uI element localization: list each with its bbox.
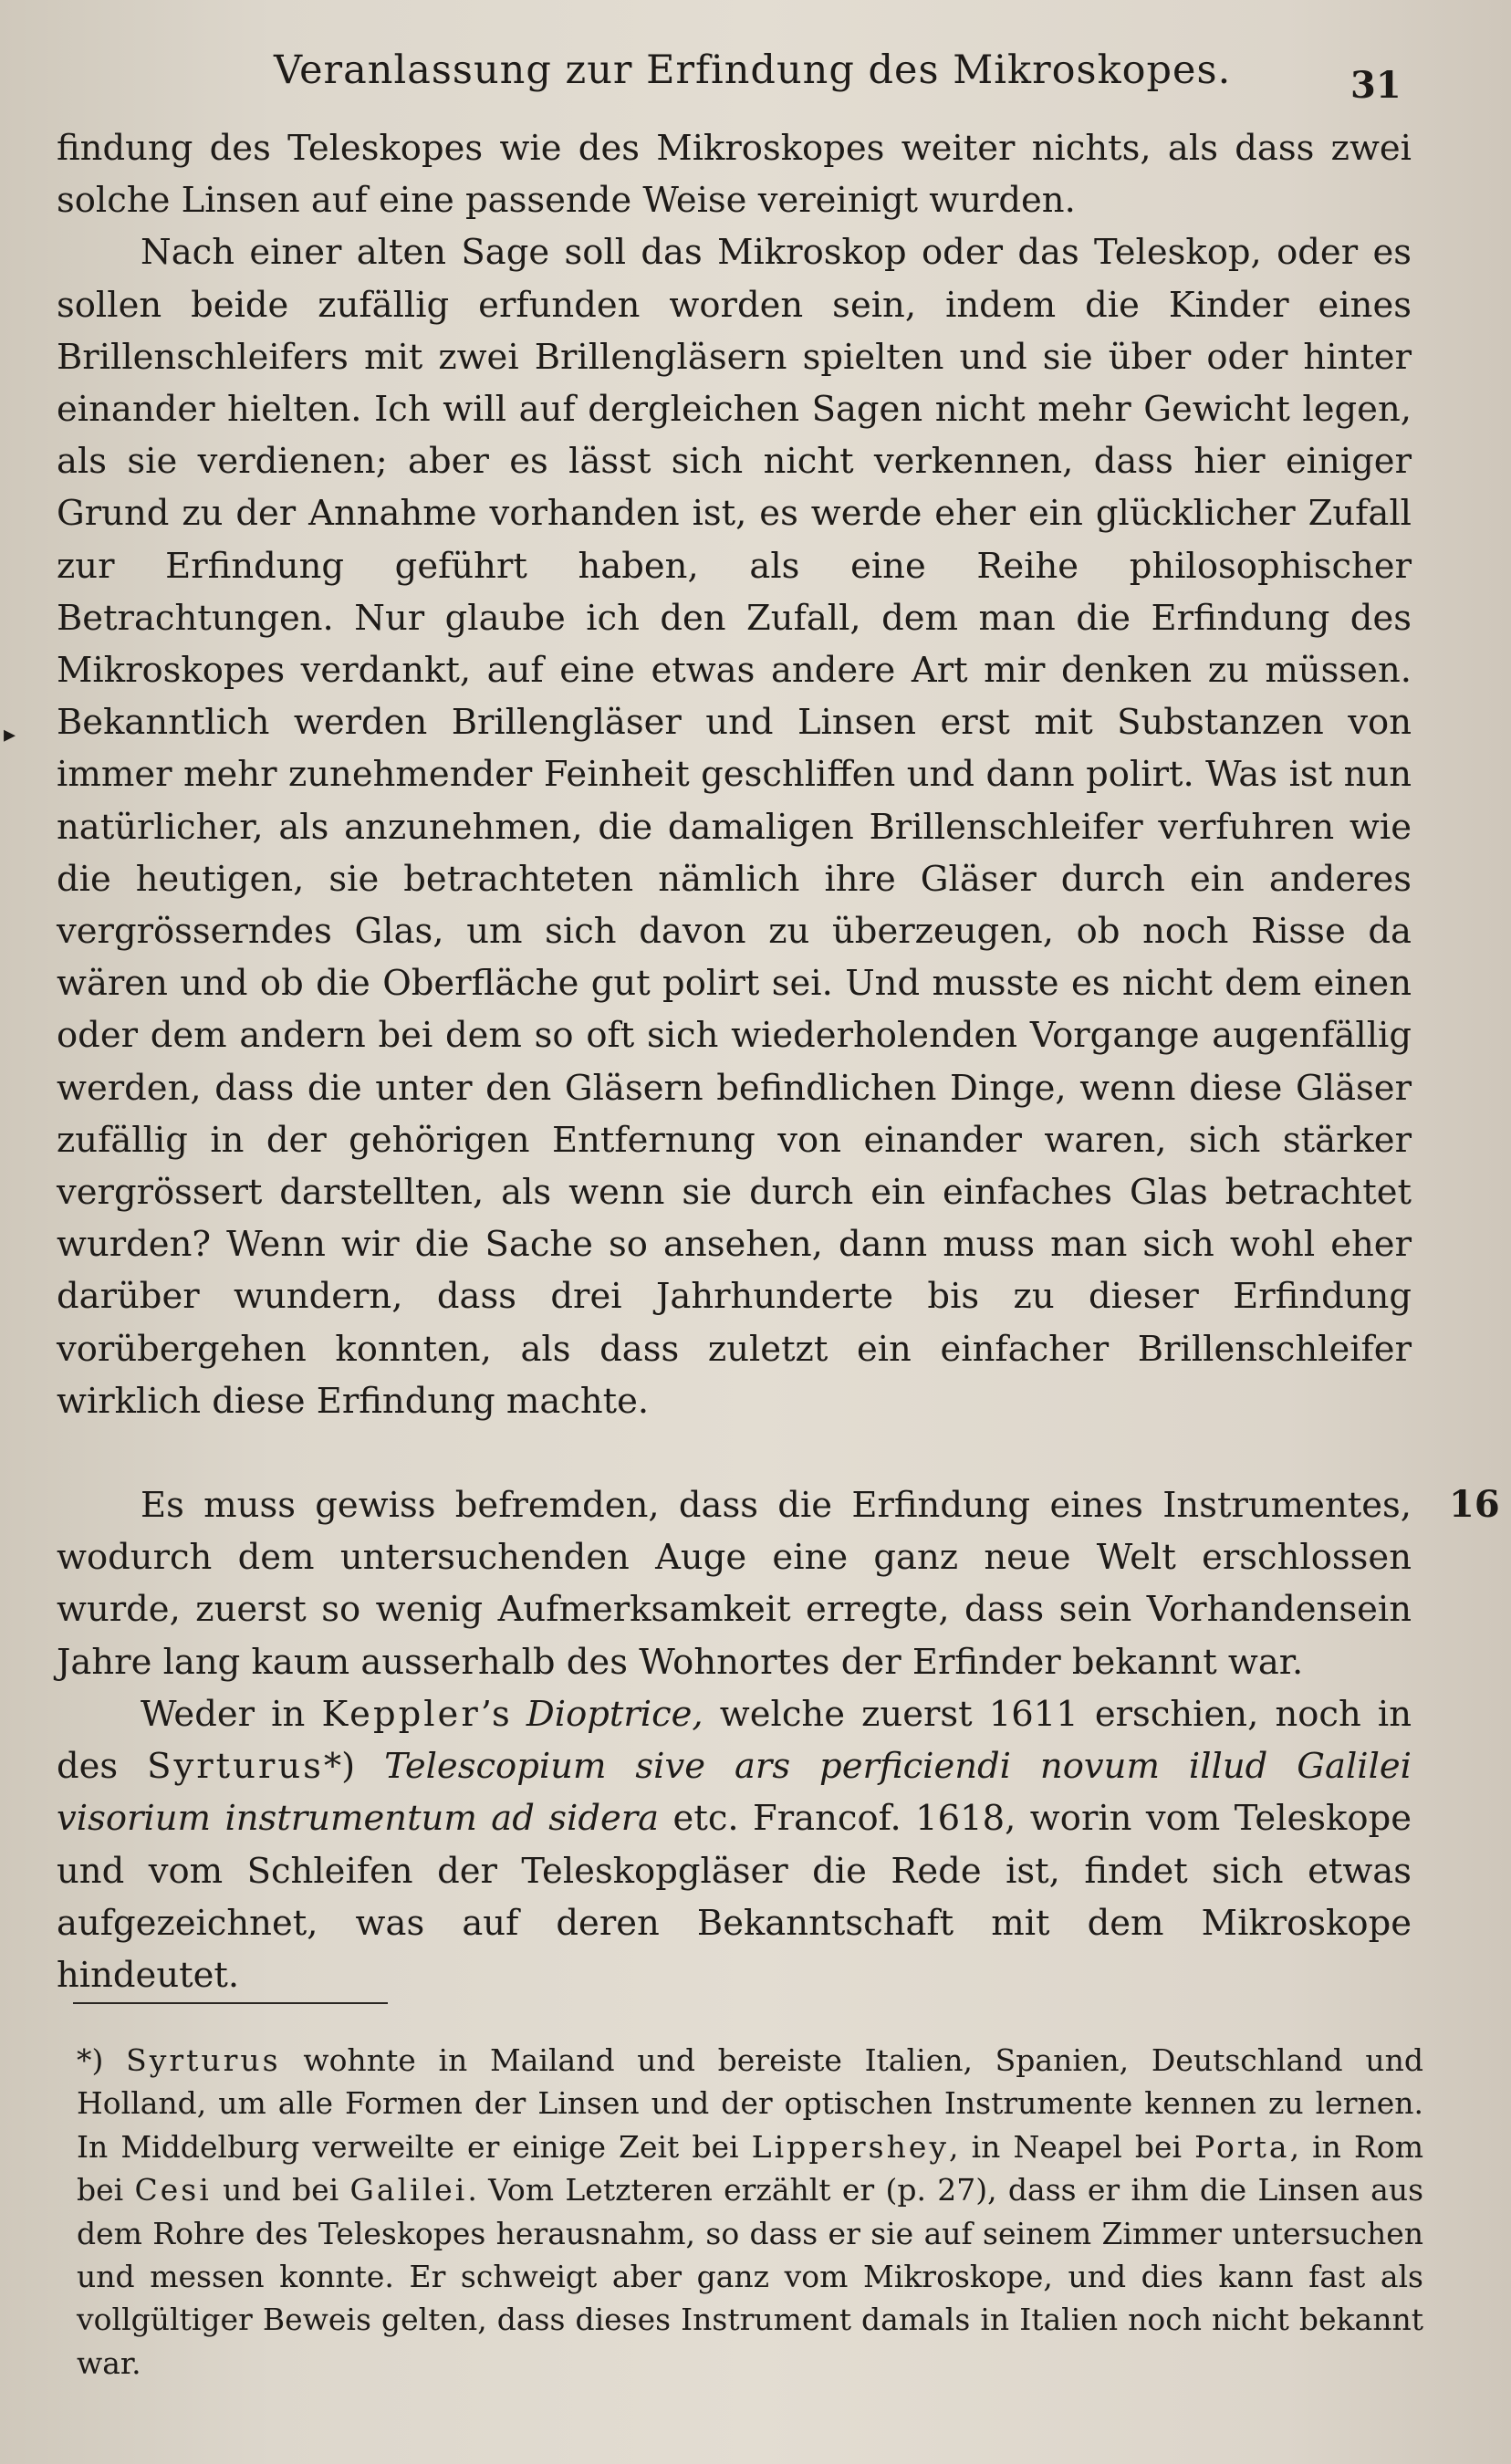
author-name-syrturus: Syrturus xyxy=(147,1746,324,1788)
person-name: Porta xyxy=(1194,2128,1290,2165)
author-name-keppler: Keppler xyxy=(321,1693,481,1735)
text-run: wohnte in Mailand und bereiste Italien, Spanien, Deutschland und Holland, um alle Formen der Linsen und der optischen Instrumente kennen zu lernen. In Middelburg verweilte er einige Zeit bei xyxy=(77,2042,1423,2165)
person-name: Galilei xyxy=(349,2172,468,2208)
text-run: und bei xyxy=(211,2172,350,2208)
text-run: , in Rom bei xyxy=(77,2128,1423,2208)
text-run: welche zuerst 1611 erschien, noch in des xyxy=(57,1693,1412,1788)
person-name: Cesi xyxy=(134,2172,212,2208)
person-name: Lippershey xyxy=(751,2128,950,2165)
paragraph-3: Es muss gewiss befremden, dass die Erfindung eines Instrumentes, wodurch dem untersuchenden Auge eine ganz neue Welt erschlossen wurde, zuerst so wenig Aufmerksamkeit erregte, dass sein Vorhandensein Jahre lang kaum ausserhalb des Wohnortes der Erfinder bekannt war. xyxy=(57,1485,1412,1683)
margin-mark-icon: ▸ xyxy=(4,721,16,748)
text-run: . Vom Letzteren erzählt er (p. 27), dass er ihm die Linsen aus dem Rohre des Teleskopes herausnahm, so dass er sie auf seinem Zimmer untersuchen und messen konnte. Er schweigt aber ganz vom Mikroskope, und dies kann fast als vollgültiger Beweis gelten, dass dieses Instrument damals in Italien noch nicht bekannt war. xyxy=(77,2172,1424,2381)
book-title-telescopium: Telescopium sive ars perficiendi novum illud Galilei visorium instrumentum ad sidera xyxy=(57,1746,1412,1840)
margin-section-number: 16 xyxy=(1449,1483,1500,1526)
person-name: Syrturus xyxy=(126,2042,281,2078)
text-run: Weder in xyxy=(141,1693,322,1735)
footnote xyxy=(77,2039,1423,2385)
footnote-paragraph xyxy=(77,2039,1423,2385)
running-header: Veranlassung zur Erfindung des Mikroskopes. xyxy=(274,47,1232,93)
footnote-divider xyxy=(73,2002,388,2004)
text-run: ’s xyxy=(480,1693,526,1735)
page-number: 31 xyxy=(1350,64,1402,107)
paragraph-1: findung des Teleskopes wie des Mikroskopes weiter nichts, als dass zwei solche Linsen auf eine passende Weise vereinigt wurden. xyxy=(57,128,1412,222)
main-text xyxy=(57,122,1412,2001)
paragraph-2: Nach einer alten Sage soll das Mikroskop oder das Teleskop, oder es sollen beide zufällig erfunden worden sein, indem die Kinder eines Brillenschleifers mit zwei Brillengläsern spielten und sie über oder hinter einander hielten. Ich will auf dergleichen Sagen nicht mehr Gewicht legen, als sie verdienen; aber es lässt sich nicht verkennen, dass hier einiger Grund zu der Annahme vorhanden ist, es werde eher ein glücklicher Zufall zur Erfindung geführt haben, als eine Reihe philosophischer Betrachtungen. Nur glaube ich den Zufall, dem man die Erfindung des Mikroskopes verdankt, auf eine etwas andere Art mir denken zu müssen. Bekanntlich werden Brillengläser und Linsen erst mit Substanzen von immer mehr zunehmender Feinheit geschliffen und dann polirt. Was ist nun natürlicher, als anzunehmen, die damaligen Brillenschleifer verfuhren wie die heutigen, sie betrachteten nämlich ihre Gläser durch ein anderes vergrösserndes Glas, um sich davon zu überzeugen, ob noch Risse da wären und ob die Oberfläche gut polirt sei. Und musste es nicht dem einen oder dem andern bei dem so oft sich wiederholenden Vorgange augenfällig werden, dass die unter den Gläsern befindlichen Dinge, wenn diese Gläser zufällig in der gehörigen Entfernung von einander waren, sich stärker vergrössert darstellten, als wenn sie durch ein einfaches Glas betrachtet wurden? Wenn wir die Sache so ansehen, dann muss man sich wohl eher darüber wundern, dass drei Jahrhunderte bis zu dieser Erfindung vorübergehen konnten, als dass zuletzt ein einfacher Brillenschleifer wirklich diese Erfindung machte. xyxy=(57,232,1412,1422)
footnote-reference: *) xyxy=(323,1746,385,1788)
paragraph-4 xyxy=(57,1688,1412,2001)
text-run: etc. Francof. 1618, worin vom Teleskope und vom Schleifen der Teleskopgläser die Rede ist, findet sich etwas aufgezeichnet, was auf deren Bekanntschaft mit dem Mikroskope hindeutet. xyxy=(57,1798,1412,1996)
text-run: , in Neapel bei xyxy=(949,2128,1195,2165)
footnote-marker: *) xyxy=(77,2042,127,2078)
book-title-dioptrice: Dioptrice, xyxy=(526,1693,703,1735)
